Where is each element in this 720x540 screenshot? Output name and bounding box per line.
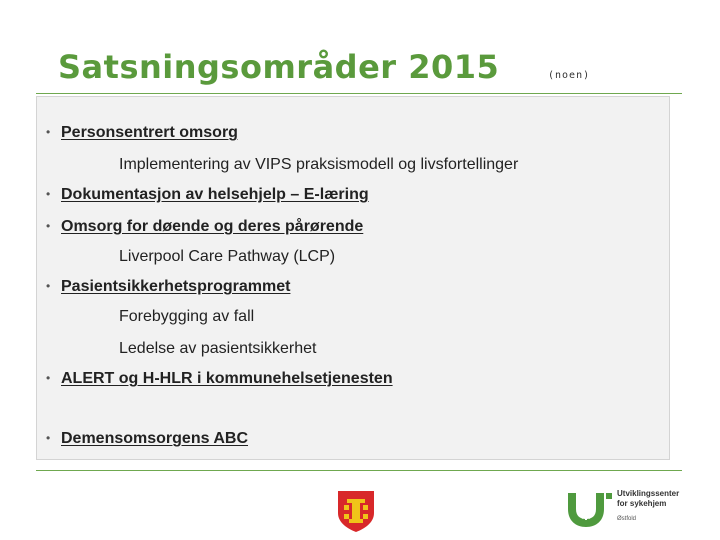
logo-line-3: Østfold: [617, 516, 637, 522]
slide-title: Satsningsområder 2015: [58, 48, 500, 86]
logo-line-2: for sykehjem: [617, 499, 667, 508]
bullet-dot: •: [46, 187, 51, 201]
bullet-dot: •: [46, 371, 51, 385]
bullet-item: [46, 124, 238, 142]
bullet-text: Personsentrert omsorg: [61, 124, 238, 141]
bullet-text: ALERT og H-HLR i kommunehelsetjenesten: [61, 370, 393, 387]
utviklingssenter-logo-icon: [566, 489, 614, 529]
bullet-item: [46, 278, 290, 296]
bullet-text: Omsorg for døende og deres pårørende: [61, 218, 364, 235]
county-coat-of-arms-icon: [336, 489, 376, 533]
bullet-item: [46, 186, 369, 204]
bullet-item: [46, 430, 248, 448]
footer-divider: [36, 470, 682, 471]
bullet-text: Demensomsorgens ABC: [61, 430, 249, 447]
sub-item: Ledelse av pasientsikkerhet: [119, 340, 317, 357]
bullet-dot: •: [46, 219, 51, 233]
sub-item: Liverpool Care Pathway (LCP): [119, 248, 336, 265]
logo-line-1: Utviklingssenter: [617, 489, 680, 498]
bullet-text: Dokumentasjon av helsehjelp – E-læring: [61, 186, 369, 203]
bullet-item: [46, 218, 363, 236]
bullet-text: Pasientsikkerhetsprogrammet: [61, 278, 291, 295]
title-divider: [36, 93, 682, 94]
bullet-item: [46, 370, 393, 388]
sub-item: Implementering av VIPS praksismodell og livsfortellinger: [119, 156, 519, 173]
bullet-dot: •: [46, 125, 51, 139]
sub-item: Forebygging av fall: [119, 308, 255, 325]
bullet-dot: •: [46, 279, 51, 293]
slide-subtitle: (noen): [548, 70, 591, 81]
logo-wordmark: [617, 489, 679, 509]
bullet-dot: •: [46, 431, 51, 445]
